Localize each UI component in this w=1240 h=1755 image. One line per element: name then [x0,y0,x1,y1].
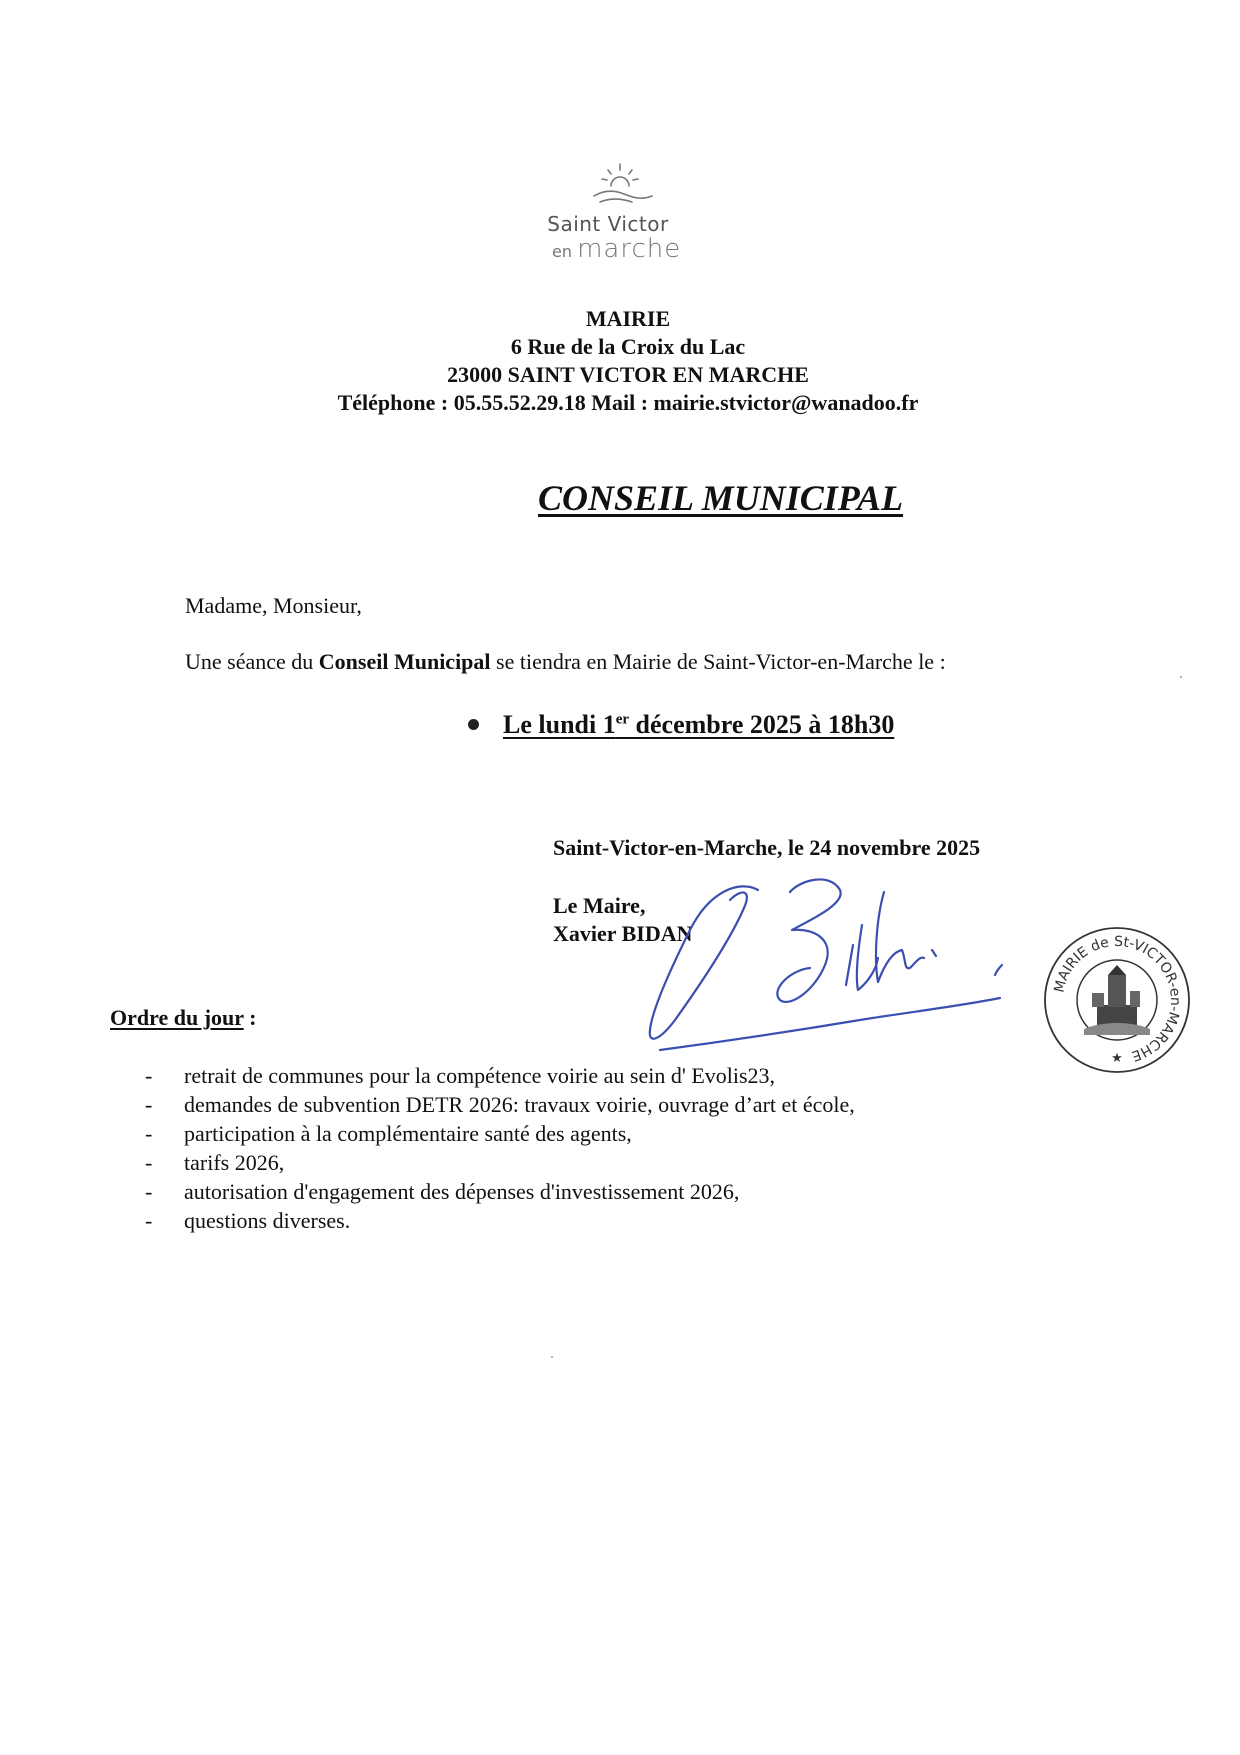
agenda-item-text: autorisation d'engagement des dépenses d'investissement 2026, [184,1179,740,1204]
list-item [145,1063,855,1092]
mayor-name: Xavier BIDAN [553,921,693,946]
dash-icon: - [145,1092,153,1117]
seal-emblem-icon [1084,965,1150,1035]
agenda-item-text: questions diverses. [184,1208,351,1233]
dash-icon: - [145,1150,153,1175]
document-title: CONSEIL MUNICIPAL [538,478,904,518]
logo-text-line1: Saint Victor [547,212,669,236]
mairie-address-block [0,305,1240,417]
list-item [145,1208,855,1237]
intro-paragraph [185,649,946,675]
intro-before: Une séance du [185,649,319,674]
agenda-item-text: demandes de subvention DETR 2026: travaux voirie, ouvrage d’art et école, [184,1092,855,1117]
dash-icon: - [145,1121,153,1146]
meeting-date-prefix: Le lundi 1 [503,710,616,739]
agenda-list [145,1063,855,1237]
logo-text-prefix: en [552,242,572,261]
header-contact: Téléphone : 05.55.52.29.18 Mail : mairie.stvictor@wanadoo.fr [337,390,919,415]
list-item [145,1179,855,1208]
header-org: MAIRIE [585,306,671,331]
dash-icon: - [145,1179,153,1204]
logo-text-line2 [552,234,722,264]
municipal-seal [1042,925,1192,1075]
intro-bold: Conseil Municipal [318,649,491,674]
bullet-icon [468,719,479,730]
seal-star-icon: ★ [1111,1051,1123,1066]
agenda-heading [110,1005,256,1031]
handwritten-signature [640,870,1020,1060]
intro-after: se tiendra en Mairie de Saint-Victor-en-Marche le : [490,649,946,674]
meeting-date [468,710,894,740]
header-city: 23000 SAINT VICTOR EN MARCHE [447,362,809,387]
municipality-logo [520,160,720,272]
agenda-item-text: participation à la complémentaire santé des agents, [184,1121,632,1146]
dash-icon: - [145,1208,153,1233]
scan-speck [1180,676,1182,678]
sun-hill-icon [580,160,660,216]
logo-text-main: marche [577,234,682,264]
list-item [145,1092,855,1121]
seal-ring-text: MAIRIE de St-VICTOR-en-MARCHE [1051,933,1184,1064]
list-item [145,1150,855,1179]
list-item [145,1121,855,1150]
agenda-item-text: retrait de communes pour la compétence voirie au sein d' Evolis23, [184,1063,776,1088]
greeting: Madame, Monsieur, [185,593,362,618]
header-street: 6 Rue de la Croix du Lac [510,334,746,359]
agenda-heading-colon: : [243,1005,257,1030]
meeting-date-suffix: décembre 2025 à 18h30 [629,710,895,739]
mayor-role: Le Maire, [553,893,646,918]
agenda-heading-text: Ordre du jour [110,1005,244,1030]
meeting-date-superscript: er [615,711,630,728]
place-and-date: Saint-Victor-en-Marche, le 24 novembre 2025 [553,835,981,860]
meeting-date-text [503,710,894,739]
agenda-item-text: tarifs 2026, [184,1150,285,1175]
scan-speck [551,1356,553,1358]
dash-icon: - [145,1063,153,1088]
